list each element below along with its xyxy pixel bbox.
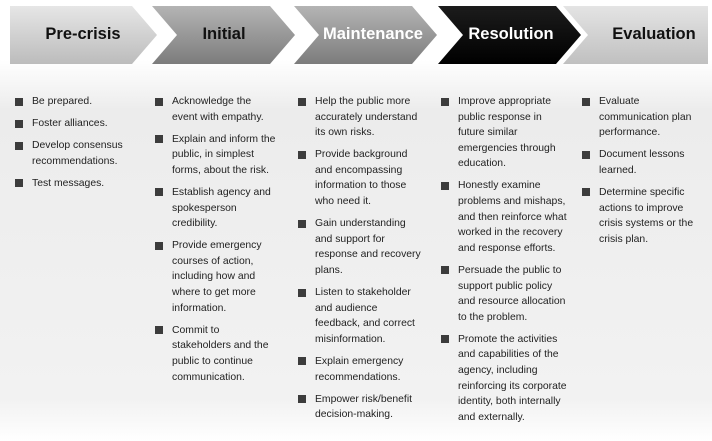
list-item <box>155 132 277 179</box>
phase-title-pre-crisis: Pre-crisis <box>45 25 121 43</box>
list-item-text: Commit to stakeholders and the public to continue communication. <box>172 324 269 383</box>
square-bullet-icon <box>441 182 449 190</box>
list-item-text: Determine specific actions to improve crisis systems or the crisis plan. <box>599 186 694 245</box>
phase-column-evaluation <box>582 94 707 254</box>
phase-column-maintenance <box>298 94 423 429</box>
square-bullet-icon <box>298 395 306 403</box>
list-item-text: Provide background and encompassing information to those who need it. <box>315 149 408 208</box>
list-item-text: Explain and inform the public, in simplest forms, about the risk. <box>172 133 276 176</box>
list-item <box>298 354 423 385</box>
list-item <box>155 238 277 316</box>
list-item <box>298 147 423 209</box>
list-item-text: Honestly examine problems and mishaps, and then reinforce what worked in the recovery and response efforts. <box>458 180 567 254</box>
list-item-text: Develop consensus recommendations. <box>32 140 123 167</box>
list-item <box>298 285 423 347</box>
list-item <box>441 263 569 325</box>
phase-title-maintenance: Maintenance <box>323 25 423 43</box>
square-bullet-icon <box>15 98 23 106</box>
list-item-text: Provide emergency courses of action, including how and where to get more information. <box>172 240 262 314</box>
square-bullet-icon <box>582 188 590 196</box>
list-item <box>441 178 569 256</box>
square-bullet-icon <box>155 242 163 250</box>
phase-item-list <box>15 94 137 191</box>
square-bullet-icon <box>582 151 590 159</box>
list-item <box>582 185 707 247</box>
square-bullet-icon <box>441 266 449 274</box>
list-item-text: Listen to stakeholder and audience feedback, and correct misinformation. <box>315 287 415 345</box>
square-bullet-icon <box>155 326 163 334</box>
phase-title-initial: Initial <box>202 25 246 43</box>
square-bullet-icon <box>441 98 449 106</box>
list-item-text: Persuade the public to support public policy and resource allocation to the problem. <box>458 264 566 323</box>
list-item <box>298 94 423 141</box>
list-item-text: Foster alliances. <box>32 118 108 130</box>
phase-column-resolution <box>441 94 569 432</box>
list-item-text: Document lessons learned. <box>599 149 685 176</box>
phase-column-initial <box>155 94 277 392</box>
square-bullet-icon <box>155 188 163 196</box>
list-item-text: Gain understanding and support for response and recovery plans. <box>315 218 421 276</box>
phase-title-evaluation: Evaluation <box>612 25 696 43</box>
list-item-text: Acknowledge the event with empathy. <box>172 96 264 123</box>
list-item-text: Establish agency and spokesperson credibility. <box>172 186 271 230</box>
list-item <box>15 176 137 192</box>
square-bullet-icon <box>15 179 23 187</box>
phase-arrow-row <box>0 0 712 70</box>
square-bullet-icon <box>298 357 306 365</box>
square-bullet-icon <box>155 98 163 106</box>
square-bullet-icon <box>15 120 23 128</box>
list-item <box>155 94 277 125</box>
list-item-text: Empower risk/benefit decision-making. <box>315 393 413 421</box>
list-item <box>155 323 277 385</box>
phase-column-pre-crisis <box>15 94 137 198</box>
list-item-text: Improve appropriate public response in future similar emergencies through education. <box>458 96 556 170</box>
list-item-text: Test messages. <box>32 177 105 189</box>
square-bullet-icon <box>298 220 306 228</box>
list-item <box>441 94 569 172</box>
list-item <box>298 216 423 278</box>
list-item <box>441 332 569 426</box>
square-bullet-icon <box>582 98 590 106</box>
square-bullet-icon <box>15 142 23 150</box>
list-item <box>15 116 137 132</box>
list-item <box>582 94 707 141</box>
square-bullet-icon <box>441 335 449 343</box>
list-item <box>155 185 277 232</box>
list-item-text: Evaluate communication plan performance. <box>599 96 692 139</box>
list-item <box>15 94 137 110</box>
square-bullet-icon <box>155 135 163 143</box>
phase-item-list <box>155 94 277 385</box>
phase-title-resolution: Resolution <box>468 25 554 43</box>
list-item-text: Explain emergency recommendations. <box>315 355 404 383</box>
list-item-text: Help the public more accurately understand its own risks. <box>315 96 418 139</box>
list-item-text: Be prepared. <box>32 96 93 107</box>
list-item <box>15 138 137 169</box>
square-bullet-icon <box>298 289 306 297</box>
list-item <box>298 392 423 423</box>
square-bullet-icon <box>298 151 306 159</box>
phase-item-list <box>582 94 707 247</box>
phase-item-list <box>298 94 423 423</box>
square-bullet-icon <box>298 98 306 106</box>
list-item-text: Promote the activities and capabilities of the agency, including reinforcing its corporate identity, both internally and externally. <box>458 333 567 423</box>
phase-item-list <box>441 94 569 425</box>
list-item <box>582 147 707 178</box>
